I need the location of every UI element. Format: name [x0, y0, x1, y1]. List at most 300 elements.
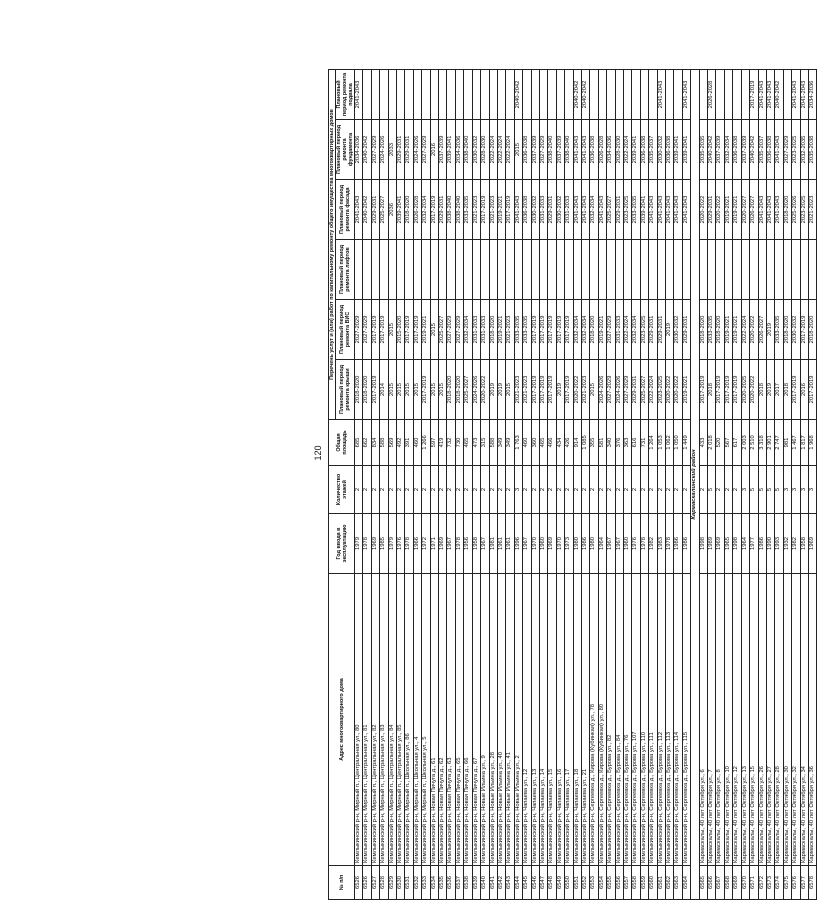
table-cell: 6550 [565, 866, 573, 900]
table-cell: Кемлыкинский р-н, Сергеевка д., Бурова ул., 115 [682, 574, 690, 866]
table-cell: Кемлыкинский р-н, Мирный п., Центральная ул., 85 [397, 574, 405, 866]
table-cell [531, 240, 539, 300]
table-cell [397, 240, 405, 300]
table-cell: Кармаскалы, 40 лет Октября ул., 15 [750, 574, 758, 866]
table-cell: 1960 [539, 514, 547, 574]
table-cell: 2019-2021 [724, 300, 732, 360]
table-cell: 2017-2019 [481, 180, 489, 240]
table-cell [624, 240, 632, 300]
table-cell: 2023-2025 [800, 180, 808, 240]
table-cell: 2027-2029 [539, 120, 547, 180]
table-cell: 1998 [733, 514, 741, 574]
table-cell: 2041-2043 [657, 180, 665, 240]
table-cell: 1970 [531, 514, 539, 574]
table-row [666, 69, 674, 899]
table-cell: 581 [598, 420, 606, 466]
table-cell: 2027-2029 [607, 360, 615, 420]
table-cell: 1966 [413, 514, 421, 574]
table-row [481, 69, 489, 899]
table-cell: 1977 [750, 514, 758, 574]
table-cell: 1969 [808, 514, 816, 574]
table-cell: 1983 [657, 514, 665, 574]
table-cell [682, 240, 690, 300]
table-cell: 2017-2019 [565, 360, 573, 420]
table-cell [674, 69, 682, 119]
table-cell: 2 [674, 466, 682, 514]
table-cell: 2017-2019 [556, 300, 564, 360]
table-cell: Кармаскалы, 40 лет Октября ул., 27 [766, 574, 774, 866]
table-cell: 2021-2023 [523, 360, 531, 420]
table-cell: 2017-2019 [506, 180, 514, 240]
table-cell: 2024-2026 [472, 360, 480, 420]
table-cell: 2040-2042 [514, 69, 522, 119]
table-cell [464, 240, 472, 300]
table-cell [800, 240, 808, 300]
table-cell [422, 240, 430, 300]
table-row [497, 69, 505, 899]
table-row [355, 69, 363, 899]
table-cell: 2041-2043 [674, 180, 682, 240]
table-cell: 2017-2019 [380, 300, 388, 360]
table-cell: 2015 [514, 120, 522, 180]
table-cell: 1998 [699, 514, 707, 574]
table-cell: 2018 [708, 360, 716, 420]
table-cell: 2019-2021 [682, 360, 690, 420]
table-cell: 2032-2034 [422, 180, 430, 240]
table-cell: 1969 [716, 514, 724, 574]
table-cell: 2 [539, 466, 547, 514]
table-cell: 2037-2039 [439, 120, 447, 180]
table-cell: 2027-2029 [607, 300, 615, 360]
table-cell: 2014 [380, 360, 388, 420]
table-cell: Кемлыкинский р-н, Новая Пичуга д., 66 [464, 574, 472, 866]
table-cell: 2 [447, 466, 455, 514]
table-row [422, 69, 430, 899]
table-cell: 2035-2037 [649, 120, 657, 180]
table-row [682, 69, 690, 899]
table-cell: 6565 [699, 866, 707, 900]
table-cell: 1969 [548, 514, 556, 574]
table-cell: 2 [464, 466, 472, 514]
table-cell: 426 [565, 420, 573, 466]
table-cell: 2032-2034 [632, 300, 640, 360]
table-cell [649, 69, 657, 119]
table-cell: 2029-2031 [439, 180, 447, 240]
table-cell: 2015-2020 [397, 300, 405, 360]
table-cell [775, 240, 783, 300]
table-cell: Кемлыкинский р-н, Сергеевка д., Бурова ул., 112 [657, 574, 665, 866]
table-cell: Кемлыкинский р-н, Чапаева ул., 18 [573, 574, 581, 866]
table-cell [741, 69, 749, 119]
table-cell: 1932 [783, 514, 791, 574]
table-cell: 2028-2030 [481, 120, 489, 180]
table-cell: 349 [497, 420, 505, 466]
table-cell: Кемлыкинский р-н, Сергеевка д., Бурова ул., 113 [666, 574, 674, 866]
table-cell: 2023-2025 [792, 120, 800, 180]
table-cell: Кемлыкинский р-н, Мирный п., Центральная ул., 82 [371, 574, 379, 866]
table-cell: 2033-2035 [464, 180, 472, 240]
table-cell: 2028-2030 [615, 120, 623, 180]
table-cell: Кармаскалы, 40 лет Октября ул., 28 [775, 574, 783, 866]
table-cell: 2 [472, 466, 480, 514]
table-cell: 2041-2043 [666, 180, 674, 240]
table-cell: Кемлыкинский р-н, Мирный п., Центральная ул., 80 [355, 574, 363, 866]
col-header-foundation: Плановый период ремонта фундамента [336, 120, 355, 180]
table-cell: 3 [792, 466, 800, 514]
table-cell: 433 [699, 420, 707, 466]
table-cell: 1996 [514, 514, 522, 574]
table-cell: 2 [682, 466, 690, 514]
table-cell: 2035-2038 [808, 120, 816, 180]
table-cell: 2 [724, 466, 732, 514]
table-cell [733, 240, 741, 300]
table-cell: 2 [590, 466, 598, 514]
table-cell: 460 [413, 420, 421, 466]
table-row [413, 69, 421, 899]
table-cell: 2033 [388, 120, 396, 180]
table-cell: 1986 [581, 514, 589, 574]
table-cell: 1980 [590, 514, 598, 574]
capital-repair-table [328, 70, 815, 900]
table-cell: 2022-2024 [489, 120, 497, 180]
table-cell: 6526 [355, 866, 363, 900]
table-cell: 2027-2029 [783, 120, 791, 180]
table-row [649, 69, 657, 899]
table-cell: 2017-2019 [531, 300, 539, 360]
table-cell: 2037-2039 [741, 120, 749, 180]
table-cell: 2017-2019 [548, 300, 556, 360]
table-cell: 2018-2020 [355, 360, 363, 420]
table-cell: 2 018 [708, 420, 716, 466]
table-row [615, 69, 623, 899]
table-cell: 2032-2035 [800, 120, 808, 180]
table-cell: 2018-2020 [590, 300, 598, 360]
table-cell [380, 69, 388, 119]
table-cell [481, 240, 489, 300]
table-cell: 6551 [573, 866, 581, 900]
table-cell: 2016 [430, 120, 438, 180]
table-cell: Кемлыкинский р-н, Сергеевка д., Кирова (Кубинкая) ул., 80 [598, 574, 606, 866]
table-row [472, 69, 480, 899]
table-cell [708, 240, 716, 300]
table-cell: 1972 [422, 514, 430, 574]
table-cell: Кемлыкинский р-н, Новая Пичуга д., 67 [472, 574, 480, 866]
table-cell: 2025-2027 [640, 360, 648, 420]
section-label: Кармаскалинский район [691, 69, 699, 899]
table-cell: 2 [363, 466, 371, 514]
table-cell: 2032-2034 [590, 180, 598, 240]
table-row [363, 69, 371, 899]
table-cell [741, 240, 749, 300]
table-cell: 2018-2020 [716, 300, 724, 360]
col-header-utilities: Плановый период ремонта ВИС [336, 300, 355, 360]
table-cell: 6535 [439, 866, 447, 900]
table-cell: Кемлыкинский р-н, Сергеевка д., Бурова ул., 82 [607, 574, 615, 866]
table-cell: Кемлыкинский р-н, Чапаева ул., 13 [531, 574, 539, 866]
table-cell [430, 240, 438, 300]
table-cell: 1965 [724, 514, 732, 574]
table-cell: 2025-2027 [380, 180, 388, 240]
table-row [581, 69, 589, 899]
table-cell: 1993 [775, 514, 783, 574]
table-cell [607, 240, 615, 300]
table-cell: 6547 [539, 866, 547, 900]
table-cell: 2033-2035 [523, 300, 531, 360]
table-cell: 340 [607, 420, 615, 466]
table-cell: 2026-2028 [708, 69, 716, 119]
col-header-floors: Количество этажей [329, 466, 355, 514]
table-cell: 2017 [775, 360, 783, 420]
table-cell: Кармаскалы, 40 лет Октября ул., 10 [724, 574, 732, 866]
table-cell: 2018-2020 [489, 300, 497, 360]
table-cell: 6532 [413, 866, 421, 900]
table-cell: 2034-2036 [455, 120, 463, 180]
table-cell: Кармаскалы, 40 лет Октября ул., 30 [783, 574, 791, 866]
table-cell: Кемлыкинский р-н, Сергеевка д., Бурова ул., 111 [649, 574, 657, 866]
table-cell: 730 [455, 420, 463, 466]
table-row [607, 69, 615, 899]
table-cell: 616 [632, 420, 640, 466]
table-cell: 6571 [750, 866, 758, 900]
table-cell: 1961 [506, 514, 514, 574]
table-cell: 2020-2025 [741, 360, 749, 420]
table-cell: 2017-2019 [430, 180, 438, 240]
table-cell: 2 [666, 466, 674, 514]
table-cell: 2 [405, 466, 413, 514]
table-cell: 2030-2032 [531, 180, 539, 240]
table-cell: 6560 [649, 866, 657, 900]
table-cell [506, 69, 514, 119]
table-cell: 6570 [741, 866, 749, 900]
table-cell [598, 69, 606, 119]
table-cell: 2030-2032 [674, 300, 682, 360]
table-cell: 2041-2043 [598, 180, 606, 240]
table-cell: 2017-2019 [371, 300, 379, 360]
table-body-a [355, 69, 691, 899]
table-cell: 6543 [506, 866, 514, 900]
table-cell: 981 [783, 420, 791, 466]
table-cell: 1 264 [649, 420, 657, 466]
table-cell [615, 69, 623, 119]
table-cell: 391 [405, 420, 413, 466]
table-cell [439, 69, 447, 119]
table-row [775, 69, 783, 899]
table-cell: 2036-2038 [666, 120, 674, 180]
table-cell: 2033-2035 [708, 300, 716, 360]
table-cell: 2017-2019 [792, 360, 800, 420]
section-row [691, 69, 699, 899]
table-cell: 2040-2042 [775, 69, 783, 119]
table-cell [397, 69, 405, 119]
table-cell: 2025-2027 [607, 180, 615, 240]
table-cell: 2018-2020 [363, 360, 371, 420]
table-cell: 2017-2019 [371, 360, 379, 420]
table-cell: 6561 [657, 866, 665, 900]
table-cell: 1969 [371, 514, 379, 574]
table-cell: 2 510 [750, 420, 758, 466]
table-cell: 3 [783, 466, 791, 514]
table-cell: 2039-2041 [682, 120, 690, 180]
table-cell: 520 [716, 420, 724, 466]
table-cell [464, 69, 472, 119]
table-cell: 2038-2040 [548, 120, 556, 180]
table-cell [750, 240, 758, 300]
table-cell [783, 69, 791, 119]
table-cell: 1 467 [792, 420, 800, 466]
table-cell: 2041-2043 [766, 69, 774, 119]
table-cell: 2037-2039 [531, 120, 539, 180]
table-cell: 2029-2031 [632, 360, 640, 420]
table-cell: 732 [447, 420, 455, 466]
table-cell [447, 240, 455, 300]
table-cell: 2015 [430, 300, 438, 360]
table-cell: 2039-2041 [674, 120, 682, 180]
table-cell: 1 085 [581, 420, 589, 466]
table-row [699, 69, 707, 899]
table-cell [657, 240, 665, 300]
table-cell: 1971 [430, 514, 438, 574]
table-cell: 2041-2043 [581, 120, 589, 180]
table-cell: 2015 [590, 360, 598, 420]
table-cell: 2017-2019 [422, 360, 430, 420]
table-cell: 2041-2043 [573, 120, 581, 180]
table-cell: 2 [523, 466, 531, 514]
table-cell [539, 69, 547, 119]
table-cell: Кемлыкинский р-н, Чапаева ул., 16 [556, 574, 564, 866]
table-cell: 2041-2043 [514, 180, 522, 240]
table-cell: 2 [397, 466, 405, 514]
table-cell: 2022-2024 [506, 120, 514, 180]
table-cell: Кемлыкинский р-н, Сергеевка д., Бурова ул., 84 [615, 574, 623, 866]
table-cell: 2017-2019 [724, 360, 732, 420]
table-cell: 2 [565, 466, 573, 514]
table-cell: 6563 [674, 866, 682, 900]
table-row [758, 69, 766, 899]
col-header-number: № п/п [329, 866, 355, 900]
table-cell: 2030-2032 [792, 300, 800, 360]
table-cell: 1960 [624, 514, 632, 574]
table-cell: 1976 [397, 514, 405, 574]
table-cell: 2037-2039 [556, 120, 564, 180]
table-cell: 2 [657, 466, 665, 514]
table-cell: 6540 [481, 866, 489, 900]
table-cell: 465 [464, 420, 472, 466]
table-cell: 6548 [548, 866, 556, 900]
table-cell: 2041-2043 [649, 180, 657, 240]
table-cell: 2018 [783, 360, 791, 420]
table-cell: 2017-2019 [548, 360, 556, 420]
page-number: 120 [313, 445, 323, 461]
table-cell: 1978 [363, 514, 371, 574]
table-cell: Кармаскалы, 40 лет Октября ул., 32 [792, 574, 800, 866]
table-row [766, 69, 774, 899]
table-cell: 5 [766, 466, 774, 514]
table-cell: 2027-2029 [455, 300, 463, 360]
table-row [708, 69, 716, 899]
table-cell: 6554 [598, 866, 606, 900]
table-cell: 1986 [682, 514, 690, 574]
table-cell [489, 240, 497, 300]
table-row [800, 69, 808, 899]
table-cell: 1 817 [800, 420, 808, 466]
table-cell: 2015 [413, 360, 421, 420]
table-cell: 2020-2022 [750, 300, 758, 360]
table-cell [430, 69, 438, 119]
table-cell: Кармаскалы, 40 лет Октября ул., 8 [716, 574, 724, 866]
table-row [380, 69, 388, 899]
table-cell: 2 [497, 466, 505, 514]
table-cell: 2020-2022 [674, 360, 682, 420]
table-cell: 2022-2024 [741, 300, 749, 360]
table-cell: 2029-2031 [708, 180, 716, 240]
table-cell [607, 69, 615, 119]
table-cell: Кемлыкинский р-н, Новая Пичуга д., 63 [447, 574, 455, 866]
table-cell: 6558 [632, 866, 640, 900]
table-cell: 2024-2026 [615, 360, 623, 420]
table-cell: 419 [439, 420, 447, 466]
table-row [657, 69, 665, 899]
table-cell [455, 69, 463, 119]
table-cell: 2021-2023 [808, 180, 816, 240]
table-cell: 6537 [455, 866, 463, 900]
table-cell: 2041-2043 [581, 180, 589, 240]
table-cell [758, 240, 766, 300]
table-cell: 2031-2033 [615, 300, 623, 360]
table-cell: 2018-2020 [808, 300, 816, 360]
table-cell: 1979 [388, 514, 396, 574]
table-cell: 6553 [590, 866, 598, 900]
table-cell: 3 [808, 466, 816, 514]
table-cell: 3 318 [758, 420, 766, 466]
table-cell: 1967 [615, 514, 623, 574]
table-cell: 2021-2023 [581, 360, 589, 420]
table-cell: 2036-2038 [590, 120, 598, 180]
table-row [750, 69, 758, 899]
table-cell [615, 240, 623, 300]
table-row [590, 69, 598, 899]
table-cell: 2019-2021 [497, 300, 505, 360]
table-cell: 2040-2042 [363, 120, 371, 180]
table-cell: 2017-2019 [413, 300, 421, 360]
table-cell: 2038-2040 [455, 180, 463, 240]
table-cell: 1982 [792, 514, 800, 574]
table-cell: 2018-2020 [455, 360, 463, 420]
table-cell [439, 240, 447, 300]
table-cell: 2024-2026 [380, 120, 388, 180]
table-cell: 1979 [355, 514, 363, 574]
table-cell: 2015 [506, 360, 514, 420]
table-cell: 2018 [758, 360, 766, 420]
table-cell [380, 240, 388, 300]
table-cell: Кармаскалы, 40 лет Октября ул., 6 [699, 574, 707, 866]
table-cell: 6533 [422, 866, 430, 900]
table-cell: 2022-2024 [649, 360, 657, 420]
table-cell: 2018-2020 [783, 300, 791, 360]
table-cell: 2041-2043 [758, 69, 766, 119]
table-cell: 2034-2036 [355, 120, 363, 180]
table-cell: 2 [430, 466, 438, 514]
table-cell: 6577 [800, 866, 808, 900]
table-cell: 2031-2033 [565, 180, 573, 240]
table-cell: Кемлыкинский р-н, Чапаева ул., 12 [523, 574, 531, 866]
table-cell: 2015 [397, 360, 405, 420]
table-cell: 2020-2022 [573, 360, 581, 420]
table-row [598, 69, 606, 899]
table-row [514, 69, 522, 899]
table-cell: Кемлыкинский р-н, Мирный п., Школьная ул., 86 [405, 574, 413, 866]
table-cell: 2040-2042 [363, 180, 371, 240]
table-row [439, 69, 447, 899]
